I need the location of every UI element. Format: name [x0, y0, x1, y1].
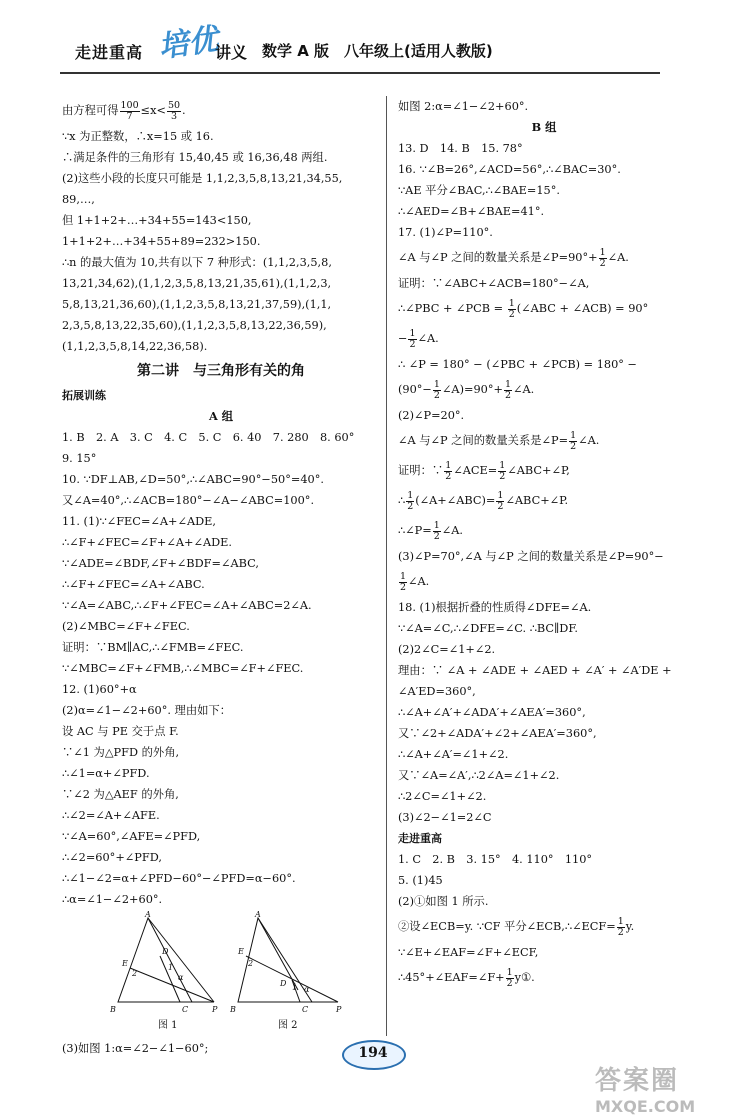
header-logo: 培优	[156, 21, 221, 65]
text-line: 5,8,13,21,36,60),(1,1,2,3,5,8,13,21,37,59),(1,1,	[62, 298, 332, 311]
text-line: − $\frac{1}{2}$ ∠A.	[398, 327, 439, 350]
text-line: (3)如图 1:α=∠2−∠1−60°;	[62, 1042, 209, 1055]
text-line: 证明：∵∠ABC+∠ACB=180°−∠A,	[398, 277, 590, 290]
text-line: ∴∠PBC + ∠PCB = $\frac{1}{2}$ (∠ABC + ∠ACB) = 90°	[398, 297, 649, 320]
header-subtitle: 讲义	[215, 43, 248, 62]
text-line: 但 1+1+2+…+34+55=143<150,	[62, 214, 252, 227]
text-line: ∵∠2 为△AEF 的外角,	[62, 788, 179, 801]
text-line: 18. (1)根据折叠的性质得∠DFE=∠A.	[398, 601, 592, 614]
figures	[62, 910, 380, 1038]
svg-text:B: B	[110, 1005, 116, 1014]
text-line: (2)①如图 1 所示.	[398, 895, 489, 908]
watermark-top: 答案圈	[595, 1066, 680, 1096]
header-title-left: 走进重高	[75, 43, 144, 62]
svg-text:2: 2	[132, 969, 138, 978]
text-line: ∴∠2=∠A+∠AFE.	[62, 809, 160, 822]
text-line: ∵∠A=∠ABC,∴∠F+∠FEC=∠A+∠ABC=2∠A.	[62, 599, 312, 612]
text-line: ∠A 与∠P 之间的数量关系是∠P=90°+ $\frac{1}{2}$ ∠A.	[398, 246, 629, 269]
watermark-logo	[595, 1060, 745, 1116]
figure-1	[110, 910, 228, 1018]
text-line: 17. (1)∠P=110°.	[398, 226, 493, 239]
subsection-title: 拓展训练	[62, 389, 106, 402]
text-line: 1. B 2. A 3. C 4. C 5. C 6. 40 7. 280 8. 60°	[62, 431, 355, 444]
svg-text:D: D	[162, 947, 169, 956]
text-line: ∵∠A=60°,∠AFE=∠PFD,	[62, 830, 201, 843]
text-line: ∵∠ADE=∠BDF,∠F+∠BDF=∠ABC,	[62, 557, 259, 570]
text-line: ∴∠1−∠2=α+∠PFD−60°−∠PFD=α−60°.	[62, 872, 296, 885]
svg-text:α: α	[304, 985, 310, 994]
fraction: $\frac{100}{7}$	[120, 99, 139, 122]
text-line: 89,…,	[62, 193, 95, 206]
page-number-text: 194	[358, 1045, 388, 1061]
text-line: 2,3,5,8,13,22,35,60),(1,1,2,3,5,8,13,22,36,59),	[62, 319, 327, 332]
page-header	[0, 0, 750, 95]
text-line: 设 AC 与 PE 交于点 F.	[62, 725, 179, 738]
fraction: $\frac{50}{3}$	[167, 99, 181, 122]
text-line: 10. ∵DF⊥AB,∠D=50°,∴∠ABC=90°−50°=40°.	[62, 473, 324, 486]
subsection-title: 走进重高	[398, 832, 442, 845]
text-line: ∵∠MBC=∠F+∠FMB,∴∠MBC=∠F+∠FEC.	[62, 662, 304, 675]
text-line: ∴45°+∠EAF=∠F+ $\frac{1}{2}$ y①.	[398, 966, 535, 989]
text-line: (3)∠2−∠1=2∠C	[398, 811, 492, 824]
svg-text:1: 1	[168, 963, 174, 972]
text-line: ∴∠1=α+∠PFD.	[62, 767, 150, 780]
text-line: ∴n 的最大值为 10,共有以下 7 种形式：(1,1,2,3,5,8,	[62, 256, 332, 269]
text-line: ∵x 为正整数，∴x=15 或 16.	[62, 130, 214, 143]
svg-text:E: E	[122, 959, 128, 968]
text-line: 13. D 14. B 15. 78°	[398, 142, 523, 155]
text-line: ∴∠F+∠FEC=∠F+∠A+∠ADE.	[62, 536, 232, 549]
text-line: 又∵∠A=∠A′,∴2∠A=∠1+∠2.	[398, 769, 560, 782]
svg-text:2: 2	[248, 959, 254, 968]
svg-text:E: E	[238, 947, 244, 956]
text-line: (2)这些小段的长度只可能是 1,1,2,3,5,8,13,21,34,55,	[62, 172, 343, 185]
svg-text:C: C	[302, 1005, 309, 1014]
text-line: ∵∠E+∠EAF=∠F+∠ECF,	[398, 946, 539, 959]
svg-text:B: B	[230, 1005, 236, 1014]
text-line: ∴∠AED=∠B+∠BAE=41°.	[398, 205, 545, 218]
watermark-bottom: MXQE.COM	[595, 1097, 696, 1116]
text-line: ∵∠1 为△PFD 的外角,	[62, 746, 180, 759]
text-line: 证明：∵ $\frac{1}{2}$ ∠ACE= $\frac{1}{2}$ ∠ABC+∠P,	[398, 459, 570, 482]
left-column	[62, 96, 380, 1059]
text-line: 理由：∵ ∠A + ∠ADE + ∠AED + ∠A′ + ∠A′DE +	[398, 664, 672, 677]
text-line: ∵∠A=∠C,∴∠DFE=∠C. ∴BC∥DF.	[398, 622, 579, 635]
figure-1-caption: 图 1	[158, 1020, 178, 1031]
svg-text:P: P	[336, 1005, 342, 1014]
text-line: 又∠A=40°,∴∠ACB=180°−∠A−∠ABC=100°.	[62, 494, 315, 507]
text-line: (90°− $\frac{1}{2}$ ∠A)=90°+ $\frac{1}{2}$ ∠A.	[398, 378, 535, 401]
svg-text:A: A	[255, 910, 261, 919]
page-number	[342, 1040, 404, 1068]
text-line: 9. 15°	[62, 452, 97, 465]
text-line: ∴∠A+∠A′=∠1+∠2.	[398, 748, 509, 761]
svg-text:P: P	[212, 1005, 218, 1014]
svg-text:α: α	[178, 973, 184, 982]
text-line: $\frac{1}{2}$ ∠A.	[400, 570, 430, 593]
text-line: (2)∠P=20°.	[398, 409, 465, 422]
text-line: 1. C 2. B 3. 15° 4. 110° 110°	[398, 853, 593, 866]
text-line: 16. ∵∠B=26°,∠ACD=56°,∴∠BAC=30°.	[398, 163, 621, 176]
svg-text:A: A	[145, 910, 151, 919]
text-line: ∠A′ED=360°,	[398, 685, 476, 698]
text-line: 13,21,34,62),(1,1,2,3,5,8,13,21,35,61),(1,1,2,3,	[62, 277, 332, 290]
header-title-right: 数学 A 版 八年级上(适用人教版)	[262, 42, 493, 60]
column-divider	[386, 96, 387, 1036]
text-line: ∴ ∠P = 180° − (∠PBC + ∠PCB) = 180° −	[398, 358, 637, 371]
text-line: (1,1,2,3,5,8,14,22,36,58).	[62, 340, 208, 353]
text-line: 又∵∠2+∠ADA′+∠2+∠AEA′=360°,	[398, 727, 597, 740]
text-line: ∴α=∠1−∠2+60°.	[62, 893, 163, 906]
text-line: 证明：∵BM∥AC,∴∠FMB=∠FEC.	[62, 641, 244, 654]
group-heading: A 组	[209, 409, 233, 423]
svg-text:1: 1	[292, 983, 298, 992]
text-line: ∴∠P= $\frac{1}{2}$ ∠A.	[398, 519, 463, 542]
text-line: 12. (1)60°+α	[62, 683, 137, 696]
right-column	[398, 96, 690, 993]
svg-text:C: C	[182, 1005, 189, 1014]
text-line: ∴ $\frac{1}{2}$ (∠A+∠ABC)= $\frac{1}{2}$ ∠ABC+∠P.	[398, 489, 569, 512]
text-line: ∴满足条件的三角形有 15,40,45 或 16,36,48 两组.	[62, 151, 328, 164]
text-line: (2)∠MBC=∠F+∠FEC.	[62, 620, 190, 633]
text-line: (2)2∠C=∠1+∠2.	[398, 643, 496, 656]
section-title: 第二讲 与三角形有关的角	[137, 363, 305, 379]
text-line: 5. (1)45	[398, 874, 443, 887]
figure-2	[230, 910, 350, 1018]
text-line: 11. (1)∵∠FEC=∠A+∠ADE,	[62, 515, 217, 528]
text-line: 由方程可得 $\frac{100}{7}$ ≤x< $\frac{50}{3}$ .	[62, 99, 186, 122]
text-line: 1+1+2+…+34+55+89=232>150.	[62, 235, 261, 248]
text-line: ∴2∠C=∠1+∠2.	[398, 790, 487, 803]
text-line: ∠A 与∠P 之间的数量关系是∠P= $\frac{1}{2}$ ∠A.	[398, 429, 600, 452]
text-line: ②设∠ECB=y. ∵CF 平分∠ECB,∴∠ECF= $\frac{1}{2}$ y.	[398, 915, 635, 938]
text-line: ∴∠2=60°+∠PFD,	[62, 851, 162, 864]
text-line: 如图 2:α=∠1−∠2+60°.	[398, 100, 529, 113]
text-line: ∴∠A+∠A′+∠ADA′+∠AEA′=360°,	[398, 706, 586, 719]
text-line: (3)∠P=70°,∠A 与∠P 之间的数量关系是∠P=90°−	[398, 550, 664, 563]
header-rule	[60, 72, 660, 74]
text-line: (2)α=∠1−∠2+60°. 理由如下：	[62, 704, 232, 717]
group-heading: B 组	[531, 120, 557, 134]
figure-2-caption: 图 2	[278, 1020, 298, 1031]
svg-text:D: D	[280, 979, 287, 988]
text-line: ∴∠F+∠FEC=∠A+∠ABC.	[62, 578, 205, 591]
text-line: ∵AE 平分∠BAC,∴∠BAE=15°.	[398, 184, 560, 197]
